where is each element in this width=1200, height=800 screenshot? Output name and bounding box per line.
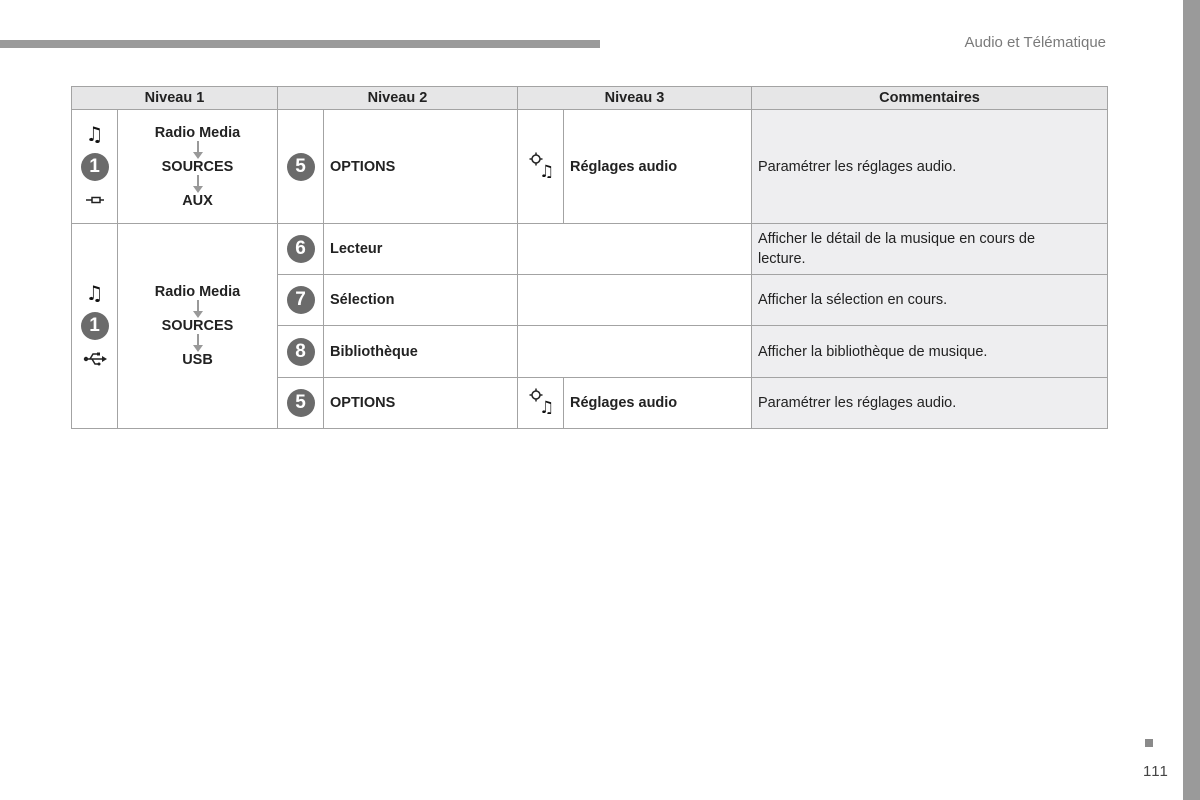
level3-icon-cell bbox=[518, 110, 564, 224]
music-note-icon: ♫ bbox=[85, 121, 104, 146]
path-step: SOURCES bbox=[161, 158, 234, 175]
table-row bbox=[72, 224, 1108, 275]
comment-cell: Afficher la sélection en cours. bbox=[752, 275, 1108, 326]
level2-label: OPTIONS bbox=[324, 378, 518, 429]
comment-cell bbox=[752, 224, 1108, 275]
level3-icon-cell bbox=[518, 378, 564, 429]
column-header: Niveau 2 bbox=[278, 87, 518, 110]
step-badge: 6 bbox=[287, 235, 315, 263]
level3-label: Réglages audio bbox=[564, 110, 752, 224]
path-step: SOURCES bbox=[161, 318, 234, 334]
column-header: Niveau 1 bbox=[72, 87, 278, 110]
arrow-down-icon bbox=[192, 141, 204, 159]
svg-text:♫: ♫ bbox=[538, 398, 554, 414]
path-step: AUX bbox=[182, 192, 213, 209]
menu-table bbox=[71, 86, 1108, 429]
aux-plug-icon bbox=[81, 186, 109, 214]
level2-badge-cell bbox=[278, 224, 324, 275]
level3-label: Réglages audio bbox=[564, 378, 752, 429]
comment-cell: Paramétrer les réglages audio. bbox=[752, 378, 1108, 429]
level2-label: OPTIONS bbox=[324, 110, 518, 224]
page-marker bbox=[1145, 739, 1153, 747]
step-badge: 1 bbox=[81, 312, 109, 340]
level1-path-cell bbox=[118, 110, 278, 224]
level2-badge-cell bbox=[278, 275, 324, 326]
step-badge: 7 bbox=[287, 286, 315, 314]
level2-badge-cell bbox=[278, 378, 324, 429]
level3-empty bbox=[518, 275, 752, 326]
music-note-icon: ♫ bbox=[85, 281, 104, 305]
step-badge: 5 bbox=[287, 389, 315, 417]
comment-cell: Afficher la bibliothèque de musique. bbox=[752, 326, 1108, 378]
arrow-down-icon bbox=[192, 300, 204, 318]
page-number: 111 bbox=[1143, 763, 1169, 780]
path-step: Radio Media bbox=[154, 284, 241, 300]
level1-icons-cell bbox=[72, 224, 118, 429]
step-badge: 8 bbox=[287, 338, 315, 366]
table-row bbox=[72, 110, 1108, 224]
level3-empty bbox=[518, 326, 752, 378]
level2-label: Bibliothèque bbox=[324, 326, 518, 378]
level2-badge-cell bbox=[278, 110, 324, 224]
header-bar bbox=[0, 40, 600, 48]
level1-path-cell bbox=[118, 224, 278, 429]
section-title: Audio et Télématique bbox=[964, 34, 1106, 51]
comment-cell: Paramétrer les réglages audio. bbox=[752, 110, 1108, 224]
path-step: Radio Media bbox=[154, 124, 241, 141]
usb-icon bbox=[81, 345, 109, 373]
step-badge: 1 bbox=[81, 153, 109, 181]
svg-text:♫: ♫ bbox=[538, 161, 554, 178]
level2-badge-cell bbox=[278, 326, 324, 378]
audio-settings-icon bbox=[528, 388, 554, 414]
page-edge-strip bbox=[1183, 0, 1200, 800]
comment-line: Afficher le détail de la musique en cours de bbox=[758, 231, 1036, 247]
arrow-down-icon bbox=[192, 175, 204, 193]
path-step: USB bbox=[182, 352, 213, 368]
column-header: Niveau 3 bbox=[518, 87, 752, 110]
column-header: Commentaires bbox=[752, 87, 1108, 110]
comment-line: lecture. bbox=[758, 251, 806, 267]
level3-empty bbox=[518, 224, 752, 275]
audio-settings-icon bbox=[528, 152, 554, 178]
level2-label: Lecteur bbox=[324, 224, 518, 275]
table-header-row bbox=[72, 87, 1108, 110]
level1-icons-cell bbox=[72, 110, 118, 224]
level2-label: Sélection bbox=[324, 275, 518, 326]
step-badge: 5 bbox=[287, 153, 315, 181]
arrow-down-icon bbox=[192, 334, 204, 352]
